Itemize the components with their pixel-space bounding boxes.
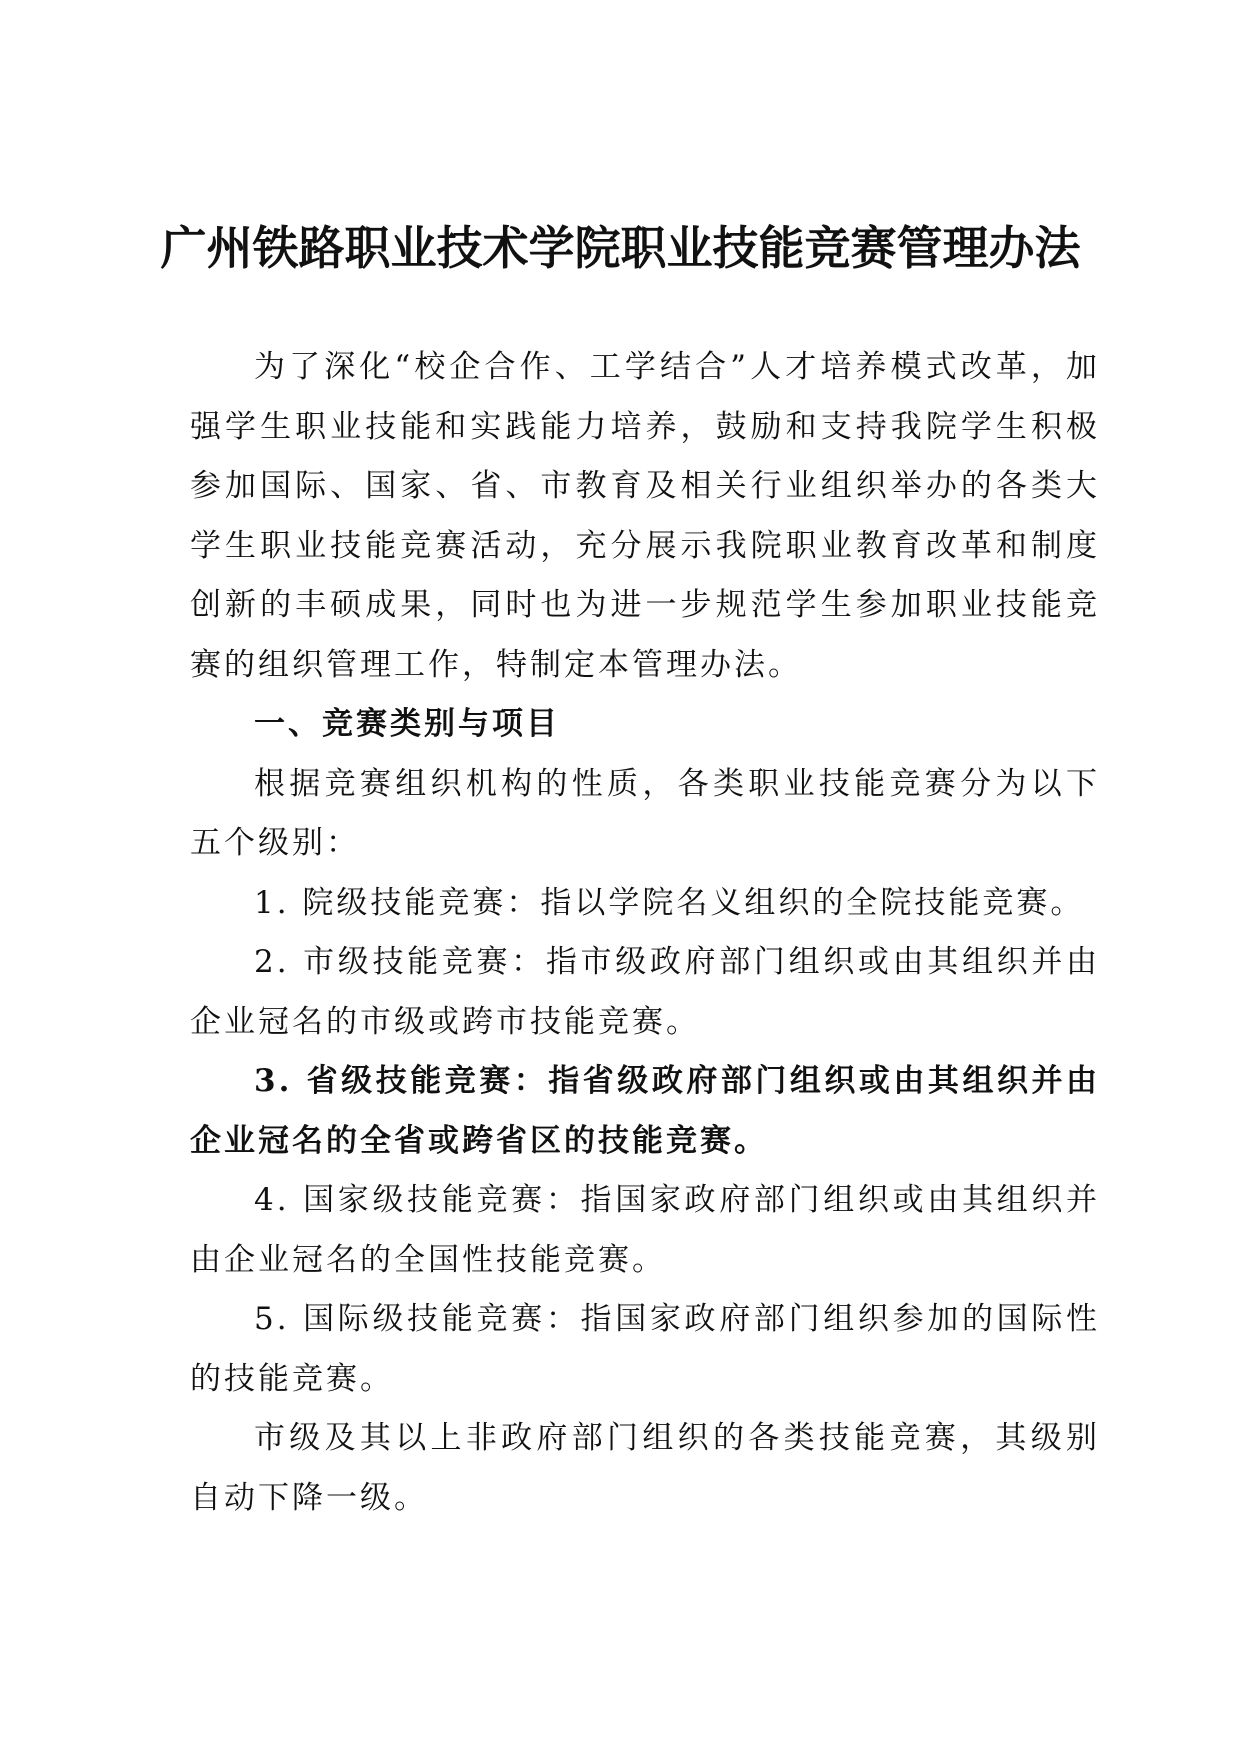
closing-paragraph: 市级及其以上非政府部门组织的各类技能竞赛，其级别自动下降一级。 — [190, 1420, 1100, 1516]
list-item: 5. 国际级技能竞赛：指国家政府部门组织参加的国际性的技能竞赛。 — [190, 1301, 1100, 1397]
list-item: 1. 院级技能竞赛：指以学院名义组织的全院技能竞赛。 — [254, 884, 1085, 921]
document-body — [190, 338, 1100, 1528]
intro-paragraph: 为了深化“校企合作、工学结合”人才培养模式改革，加强学生职业技能和实践能力培养，鼓励和支持我院学生积极参加国际、国家、省、市教育及相关行业组织举办的各类大学生职业技能竞赛活动，充分展示我院职业教育改革和制度创新的丰硕成果，同时也为进一步规范学生参加职业技能竞赛的组织管理工作，特制定本管理办法。 — [190, 349, 1100, 683]
list-item: 4. 国家级技能竞赛：指国家政府部门组织或由其组织并由企业冠名的全国性技能竞赛。 — [190, 1182, 1100, 1278]
document-title: 广州铁路职业技术学院职业技能竞赛管理办法 — [160, 221, 1081, 275]
list-item: 2. 市级技能竞赛：指市级政府部门组织或由其组织并由企业冠名的市级或跨市技能竞赛。 — [190, 944, 1100, 1040]
section-heading: 一、竞赛类别与项目 — [254, 706, 560, 742]
list-item: 3. 省级技能竞赛：指省级政府部门组织或由其组织并由企业冠名的全省或跨省区的技能竞赛。 — [190, 1063, 1100, 1159]
section-intro-paragraph: 根据竞赛组织机构的性质，各类职业技能竞赛分为以下五个级别： — [190, 765, 1100, 861]
